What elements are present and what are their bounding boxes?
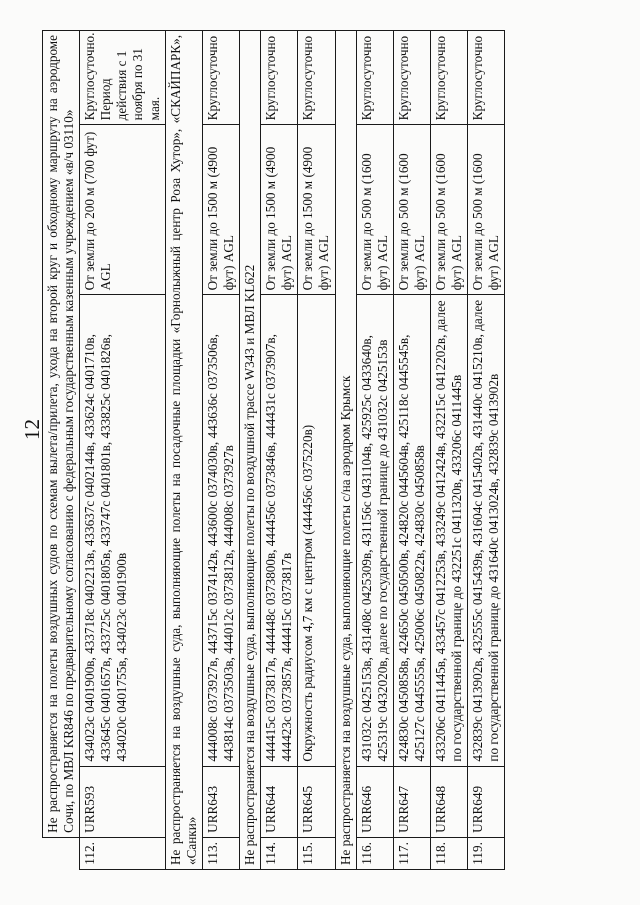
coordinates-cell: 434023c 0401900в, 433718c 0402213в, 433637c 0402144в, 433624c 0401710в, 433645c 0401657в, 433725с 0401805в, 433747c 0401801в, 433825с 0401826в, 434020с 0401755в, 434023с 0401900в [80,295,165,766]
note-row [165,31,202,870]
coordinates-cell: Окружность радиусом 4,7 км с центром (444456с 0375220в) [298,295,335,766]
altitude-cell: От земли до 500 м (1600 фут) AGL [430,125,467,295]
table-row [80,31,165,870]
area-code-cell: URR649 [468,766,505,837]
area-code-cell: URR644 [261,766,298,837]
coordinates-cell: 444415с 0373817в, 444448с 0373800в, 444456с 0373846в, 444431с 0373907в, 444423с 0373857в, 444415с 0373817в [261,295,298,766]
coordinates-cell: 432839с 0413902в, 432555с 0415439в, 431604с 0415402в, 431440с 0415210в, далее по государственной границе до 431640с 0413024в, 432839с 0413902в [468,295,505,766]
row-number-cell: 116. [356,837,393,869]
row-number-cell: 114. [261,837,298,869]
rotated-page [42,30,602,870]
restricted-areas-table [42,30,505,870]
note-row [240,31,261,870]
altitude-cell: От земли до 500 м (1600 фут) AGL [356,125,393,295]
table-row [430,31,467,870]
area-code-cell: URR646 [356,766,393,837]
page-number: 12 [20,419,44,440]
area-code-cell: URR647 [393,766,430,837]
row-number-cell: 113. [202,837,239,869]
intro-note-row [43,31,80,870]
row-number-cell: 118. [430,837,467,869]
schedule-cell: Круглосуточно [298,31,335,125]
table-row [393,31,430,870]
row-number-cell: 115. [298,837,335,869]
schedule-cell: Круглосуточно [202,31,239,125]
section-note: Не распространяется на воздушные суда, выполняющие полеты на посадочные площадки «Горнолыжный центр Роза Хутор», «СКАЙПАРК», «Санки» [165,31,202,870]
altitude-cell: От земли до 500 м (1600 фут) AGL [393,125,430,295]
coordinates-cell: 431032с 0425153в, 431408с 0425309в, 431156с 0431104в, 425925с 0433640в, 425319с 0432020в, далее по государственной границе до 431032с 0425153в [356,295,393,766]
table-row [468,31,505,870]
schedule-cell: Круглосуточно [356,31,393,125]
coordinates-cell: 444008с 0373927в, 443715с 0374142в, 443600с 0374030в, 443636с 0373506в, 443814с 0373503в, 444012c 0373812в, 444008c 0373927в [202,295,239,766]
table-row [202,31,239,870]
table-row [356,31,393,870]
area-code-cell: URR645 [298,766,335,837]
altitude-cell: От земли до 1500 м (4900 фут) AGL [202,125,239,295]
altitude-cell: От земли до 1500 м (4900 фут) AGL [261,125,298,295]
altitude-cell: От земли до 500 м (1600 фут) AGL [468,125,505,295]
area-code-cell: URR643 [202,766,239,837]
coordinates-cell: 433206с 0411445в, 433457с 0412253в, 433249с 0412424в, 432215с 0412202в, далее по государственной границе до 432251с 0411320в, 433206с 0411445в [430,295,467,766]
intro-note: Не распространяется на полеты воздушных судов по схемам вылета/прилета, ухода на второй круг и обходному маршруту на аэродроме Сочи, по МВЛ KR846 по предварительному согласованию с федеральным государственным казенным учреждением «в/ч 03110» [43,31,80,838]
schedule-cell: Круглосуточно. Период действия с 1 ноября по 31 мая. [80,31,165,125]
altitude-cell: От земли до 1500 м (4900 фут) AGL [298,125,335,295]
table-row [261,31,298,870]
section-note: Не распространяется на воздушные суда, выполняющие полеты по воздушной трассе W343 и МВЛ KL622 [240,31,261,870]
section-note: Не распространяется на воздушные суда, выполняющие полеты с/на аэродром Крымск [335,31,356,870]
area-code-cell: URR593 [80,766,165,837]
table-row [298,31,335,870]
note-row [335,31,356,870]
schedule-cell: Круглосуточно [261,31,298,125]
row-number-cell: 112. [80,837,165,869]
row-number-cell: 119. [468,837,505,869]
schedule-cell: Круглосуточно [393,31,430,125]
schedule-cell: Круглосуточно [468,31,505,125]
coordinates-cell: 424830с 0450858в, 424650с 0450500в, 424820с 0445604в, 425118с 0445545в, 425127с 0445555в, 425006с 0450822в, 424830с 0450858в [393,295,430,766]
altitude-cell: От земли до 200 м (700 фут) AGL [80,125,165,295]
schedule-cell: Круглосуточно [430,31,467,125]
area-code-cell: URR648 [430,766,467,837]
row-number-cell: 117. [393,837,430,869]
